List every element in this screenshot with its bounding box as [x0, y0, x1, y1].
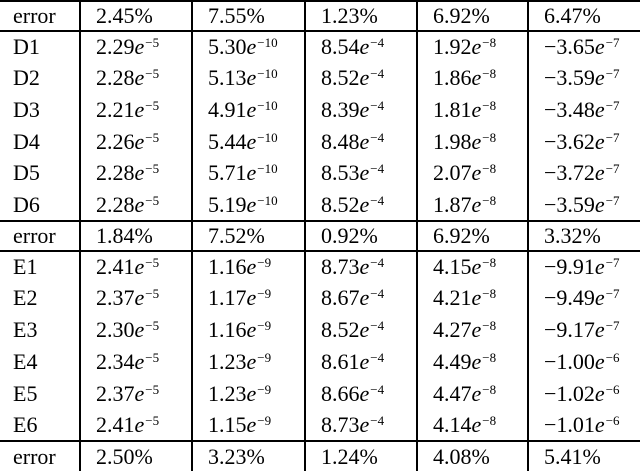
value-cell: $4.15e^{-8}$ [417, 251, 528, 283]
value-cell: $4.91e^{-10}$ [192, 94, 305, 126]
value-cell: 7.55% [192, 1, 305, 31]
value-cell: $8.48e^{-4}$ [305, 126, 417, 158]
value-cell: $-3.72e^{-7}$ [528, 158, 640, 190]
value-cell: $-3.59e^{-7}$ [528, 189, 640, 221]
exponent: −8 [482, 66, 497, 82]
scientific-e: e [134, 65, 145, 91]
exponent: −4 [370, 318, 385, 334]
value-cell: $-1.00e^{-6}$ [528, 346, 640, 378]
exponent: −8 [482, 286, 497, 302]
exponent: −9 [257, 381, 272, 397]
value-cell: $2.30e^{-5}$ [80, 314, 192, 346]
value-cell: $1.92e^{-8}$ [417, 31, 528, 63]
data-row [0, 409, 640, 441]
exponent: −9 [257, 412, 272, 428]
value-cell: 3.32% [528, 221, 640, 251]
exponent: −7 [605, 161, 620, 177]
exponent: −5 [145, 349, 160, 365]
data-row [0, 94, 640, 126]
scientific-e: e [359, 128, 370, 154]
exponent: −8 [482, 412, 497, 428]
value-cell: $-3.62e^{-7}$ [528, 126, 640, 158]
value-cell: $-1.02e^{-6}$ [528, 378, 640, 410]
row-label: E5 [13, 380, 38, 406]
row-label: E2 [13, 285, 38, 311]
scientific-e: e [134, 191, 145, 217]
value-cell: $1.16e^{-9}$ [192, 251, 305, 283]
value-cell: $4.47e^{-8}$ [417, 378, 528, 410]
value-cell: 7.52% [192, 221, 305, 251]
value-cell: $2.28e^{-5}$ [80, 158, 192, 190]
exponent: −10 [257, 192, 278, 208]
scientific-e: e [134, 411, 145, 437]
exponent: −6 [605, 412, 620, 428]
value-cell: $-3.65e^{-7}$ [528, 31, 640, 63]
value-cell: $1.81e^{-8}$ [417, 94, 528, 126]
value-cell: $8.66e^{-4}$ [305, 378, 417, 410]
scientific-e: e [359, 97, 370, 123]
scientific-e: e [471, 34, 482, 60]
value-cell: $8.52e^{-4}$ [305, 314, 417, 346]
exponent: −9 [257, 286, 272, 302]
scientific-e: e [134, 97, 145, 123]
data-row [0, 378, 640, 410]
exponent: −5 [145, 161, 160, 177]
row-label: D5 [13, 160, 40, 186]
scientific-e: e [134, 128, 145, 154]
exponent: −8 [482, 349, 497, 365]
exponent: −7 [605, 286, 620, 302]
scientific-e: e [471, 128, 482, 154]
scientific-e: e [134, 285, 145, 311]
exponent: −8 [482, 192, 497, 208]
value-cell: $8.73e^{-4}$ [305, 251, 417, 283]
exponent: −7 [605, 66, 620, 82]
value-cell: 1.24% [305, 441, 417, 471]
exponent: −8 [482, 255, 497, 271]
value-cell: $2.41e^{-5}$ [80, 409, 192, 441]
row-label: D2 [13, 65, 40, 91]
scientific-e: e [594, 97, 605, 123]
exponent: −6 [605, 349, 620, 365]
value-cell: $-3.48e^{-7}$ [528, 94, 640, 126]
scientific-e: e [471, 348, 482, 374]
scientific-e: e [359, 380, 370, 406]
exponent: −8 [482, 381, 497, 397]
value-cell: 1.23% [305, 1, 417, 31]
scientific-e: e [134, 348, 145, 374]
value-cell: $2.26e^{-5}$ [80, 126, 192, 158]
exponent: −4 [370, 66, 385, 82]
exponent: −5 [145, 318, 160, 334]
scientific-e: e [246, 254, 257, 280]
value-cell: $1.98e^{-8}$ [417, 126, 528, 158]
scientific-e: e [359, 160, 370, 186]
row-label: D3 [13, 97, 40, 123]
value-cell: 2.45% [80, 1, 192, 31]
value-cell: 5.41% [528, 441, 640, 471]
exponent: −10 [257, 66, 278, 82]
exponent: −4 [370, 192, 385, 208]
scientific-e: e [594, 65, 605, 91]
exponent: −5 [145, 98, 160, 114]
value-cell: $-9.17e^{-7}$ [528, 314, 640, 346]
scientific-e: e [246, 411, 257, 437]
value-cell: $8.52e^{-4}$ [305, 189, 417, 221]
scientific-e: e [471, 160, 482, 186]
data-row [0, 126, 640, 158]
value-cell: $2.07e^{-8}$ [417, 158, 528, 190]
exponent: −5 [145, 35, 160, 51]
scientific-e: e [246, 191, 257, 217]
value-cell: $5.71e^{-10}$ [192, 158, 305, 190]
value-cell: 4.08% [417, 441, 528, 471]
error-row [0, 221, 640, 251]
value-cell: $5.19e^{-10}$ [192, 189, 305, 221]
value-cell: 3.23% [192, 441, 305, 471]
value-cell: 1.84% [80, 221, 192, 251]
value-cell: $-3.59e^{-7}$ [528, 62, 640, 94]
value-cell: $-9.91e^{-7}$ [528, 251, 640, 283]
scientific-e: e [359, 317, 370, 343]
error-row [0, 441, 640, 471]
scientific-e: e [359, 65, 370, 91]
scientific-e: e [134, 317, 145, 343]
data-row [0, 283, 640, 315]
value-cell: $2.28e^{-5}$ [80, 62, 192, 94]
scientific-e: e [594, 160, 605, 186]
value-cell: $8.53e^{-4}$ [305, 158, 417, 190]
scientific-e: e [359, 411, 370, 437]
exponent: −4 [370, 255, 385, 271]
value-cell: $2.41e^{-5}$ [80, 251, 192, 283]
scientific-e: e [246, 348, 257, 374]
exponent: −4 [370, 349, 385, 365]
value-cell: $5.30e^{-10}$ [192, 31, 305, 63]
row-label: error [0, 441, 80, 471]
exponent: −6 [605, 381, 620, 397]
value-cell: $2.37e^{-5}$ [80, 283, 192, 315]
scientific-e: e [246, 128, 257, 154]
scientific-e: e [471, 97, 482, 123]
scientific-e: e [359, 34, 370, 60]
value-cell: $5.44e^{-10}$ [192, 126, 305, 158]
exponent: −8 [482, 98, 497, 114]
scientific-e: e [246, 317, 257, 343]
exponent: −7 [605, 98, 620, 114]
scientific-e: e [246, 285, 257, 311]
value-cell: $2.29e^{-5}$ [80, 31, 192, 63]
row-label: error [13, 2, 56, 28]
exponent: −5 [145, 412, 160, 428]
row-label: error [0, 221, 80, 251]
exponent: −4 [370, 161, 385, 177]
exponent: −8 [482, 318, 497, 334]
value-cell: 6.47% [528, 1, 640, 31]
value-cell: $2.37e^{-5}$ [80, 378, 192, 410]
exponent: −4 [370, 412, 385, 428]
scientific-e: e [246, 65, 257, 91]
value-cell: $4.21e^{-8}$ [417, 283, 528, 315]
value-cell: $8.39e^{-4}$ [305, 94, 417, 126]
value-cell: $1.17e^{-9}$ [192, 283, 305, 315]
value-cell: 6.92% [417, 1, 528, 31]
exponent: −9 [257, 318, 272, 334]
scientific-e: e [471, 380, 482, 406]
exponent: −5 [145, 381, 160, 397]
value-cell: 2.50% [80, 441, 192, 471]
value-cell: $4.27e^{-8}$ [417, 314, 528, 346]
value-cell: $1.87e^{-8}$ [417, 189, 528, 221]
scientific-e: e [594, 285, 605, 311]
scientific-e: e [134, 254, 145, 280]
scientific-e: e [246, 380, 257, 406]
table-body [0, 1, 640, 471]
exponent: −10 [257, 35, 278, 51]
exponent: −9 [257, 255, 272, 271]
value-cell: $1.86e^{-8}$ [417, 62, 528, 94]
exponent: −8 [482, 35, 497, 51]
row-label: E1 [0, 251, 80, 283]
value-cell: $2.21e^{-5}$ [80, 94, 192, 126]
data-row [0, 251, 640, 283]
value-cell: $8.67e^{-4}$ [305, 283, 417, 315]
scientific-e: e [594, 348, 605, 374]
value-cell: $1.23e^{-9}$ [192, 346, 305, 378]
data-row [0, 346, 640, 378]
row-label: E4 [13, 348, 38, 374]
exponent: −5 [145, 129, 160, 145]
scientific-e: e [594, 411, 605, 437]
exponent: −7 [605, 318, 620, 334]
exponent: −10 [257, 129, 278, 145]
scientific-e: e [246, 97, 257, 123]
scientific-e: e [359, 191, 370, 217]
value-cell: $-9.49e^{-7}$ [528, 283, 640, 315]
exponent: −7 [605, 255, 620, 271]
value-cell: $2.34e^{-5}$ [80, 346, 192, 378]
value-cell: 0.92% [305, 221, 417, 251]
exponent: −5 [145, 255, 160, 271]
exponent: −9 [257, 349, 272, 365]
scientific-e: e [359, 348, 370, 374]
value-cell: $1.16e^{-9}$ [192, 314, 305, 346]
scientific-e: e [134, 34, 145, 60]
row-label: D6 [13, 191, 40, 217]
exponent: −7 [605, 129, 620, 145]
scientific-e: e [471, 317, 482, 343]
value-cell: $1.23e^{-9}$ [192, 378, 305, 410]
exponent: −10 [257, 161, 278, 177]
data-row [0, 31, 640, 63]
exponent: −7 [605, 35, 620, 51]
scientific-e: e [471, 254, 482, 280]
value-cell: $5.13e^{-10}$ [192, 62, 305, 94]
scientific-e: e [471, 191, 482, 217]
scientific-e: e [594, 254, 605, 280]
exponent: −5 [145, 286, 160, 302]
scientific-e: e [359, 254, 370, 280]
scientific-e: e [134, 160, 145, 186]
value-cell: $8.54e^{-4}$ [305, 31, 417, 63]
value-cell: 6.92% [417, 221, 528, 251]
value-cell: $2.28e^{-5}$ [80, 189, 192, 221]
value-cell: $8.52e^{-4}$ [305, 62, 417, 94]
data-row [0, 314, 640, 346]
row-label: D1 [0, 31, 80, 63]
scientific-e: e [246, 160, 257, 186]
exponent: −4 [370, 35, 385, 51]
row-label: E3 [13, 317, 38, 343]
value-cell: $-1.01e^{-6}$ [528, 409, 640, 441]
exponent: −4 [370, 98, 385, 114]
scientific-e: e [594, 128, 605, 154]
row-label: D4 [13, 128, 40, 154]
scientific-e: e [594, 380, 605, 406]
scientific-e: e [134, 380, 145, 406]
scientific-e: e [246, 34, 257, 60]
scientific-e: e [471, 411, 482, 437]
exponent: −4 [370, 381, 385, 397]
scientific-e: e [359, 285, 370, 311]
exponent: −7 [605, 192, 620, 208]
data-row [0, 189, 640, 221]
scientific-e: e [594, 317, 605, 343]
scientific-e: e [594, 191, 605, 217]
exponent: −8 [482, 161, 497, 177]
exponent: −5 [145, 192, 160, 208]
value-cell: $8.61e^{-4}$ [305, 346, 417, 378]
exponent: −5 [145, 66, 160, 82]
value-cell: $4.14e^{-8}$ [417, 409, 528, 441]
value-cell: $8.73e^{-4}$ [305, 409, 417, 441]
exponent: −10 [257, 98, 278, 114]
row-label: E6 [13, 411, 38, 437]
scientific-e: e [471, 65, 482, 91]
exponent: −8 [482, 129, 497, 145]
scientific-e: e [594, 34, 605, 60]
exponent: −4 [370, 286, 385, 302]
value-cell: $1.15e^{-9}$ [192, 409, 305, 441]
value-cell: $4.49e^{-8}$ [417, 346, 528, 378]
data-row [0, 62, 640, 94]
error-row [0, 1, 640, 31]
scientific-e: e [471, 285, 482, 311]
data-row [0, 158, 640, 190]
exponent: −4 [370, 129, 385, 145]
